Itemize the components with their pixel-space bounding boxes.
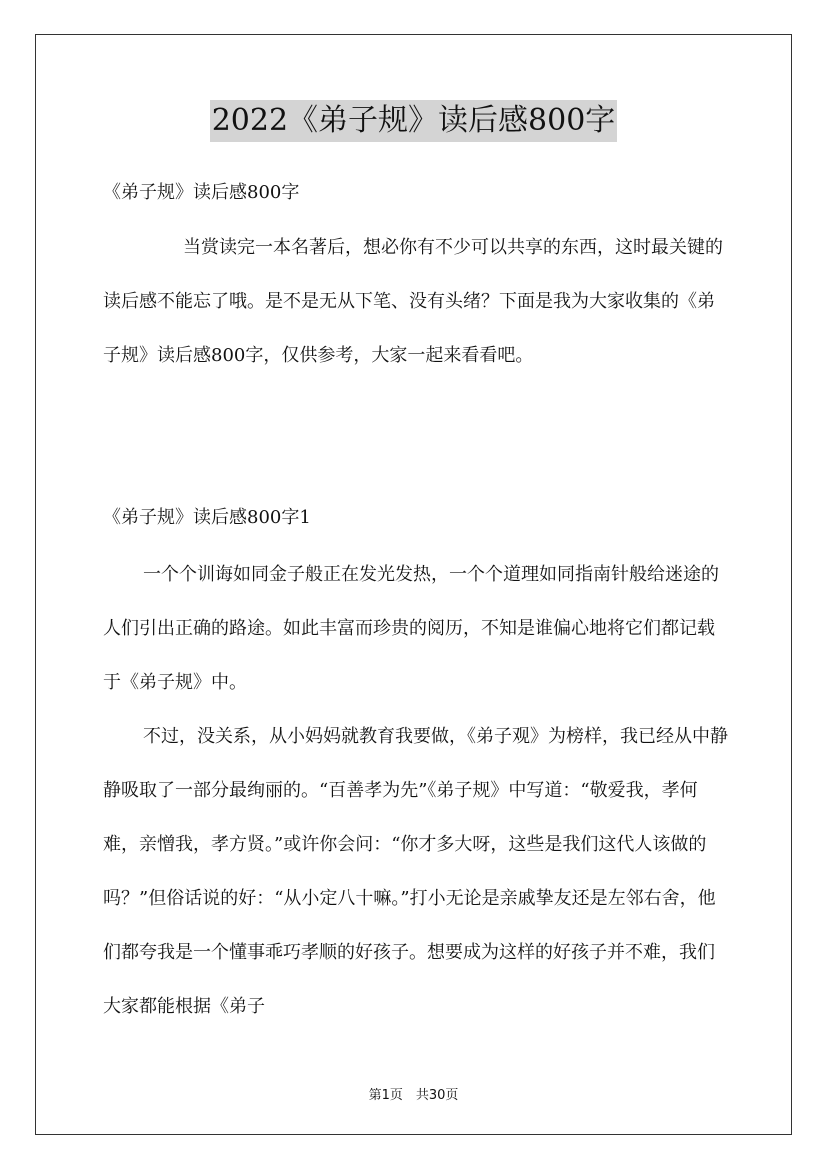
body-paragraph-1: 一个个训诲如同金子般正在发光发热，一个个道理如同指南针般给迷途的人们引出正确的路途。如此丰富而珍贵的阅历，不知是谁偏心地将它们都记载于《弟子规》中。	[103, 564, 719, 693]
document-title: 2022《弟子规》读后感800字	[210, 100, 618, 142]
intro-paragraph: 当赏读完一本名著后，想必你有不少可以共享的东西，这时最关键的读后感不能忘了哦。是不是无从下笔、没有头绪？下面是我为大家收集的《弟子规》读后感800字，仅供参考，大家一起来看看吧。	[103, 237, 723, 366]
section-heading: 《弟子规》读后感800字1	[103, 507, 311, 528]
body-paragraph-2: 不过，没关系，从小妈妈就教育我要做，《弟子观》为榜样，我已经从中静静吸取了一部分最绚丽的。“百善孝为先”《弟子规》中写道：“敬爱我，孝何难，亲憎我，孝方贤。”或许你会问：“你才多大呀，这些是我们这代人该做的吗？”但俗话说的好：“从小定八十嘛。”打小无论是亲戚挚友还是左邻右舍，他们都夸我是一个懂事乖巧孝顺的好孩子。想要成为这样的好孩子并不难，我们大家都能根据《弟子	[103, 726, 728, 1017]
document-subtitle: 《弟子规》读后感800字	[103, 182, 300, 203]
document-title-container	[0, 100, 827, 142]
page-footer: 第1页 共30页	[368, 1088, 459, 1103]
